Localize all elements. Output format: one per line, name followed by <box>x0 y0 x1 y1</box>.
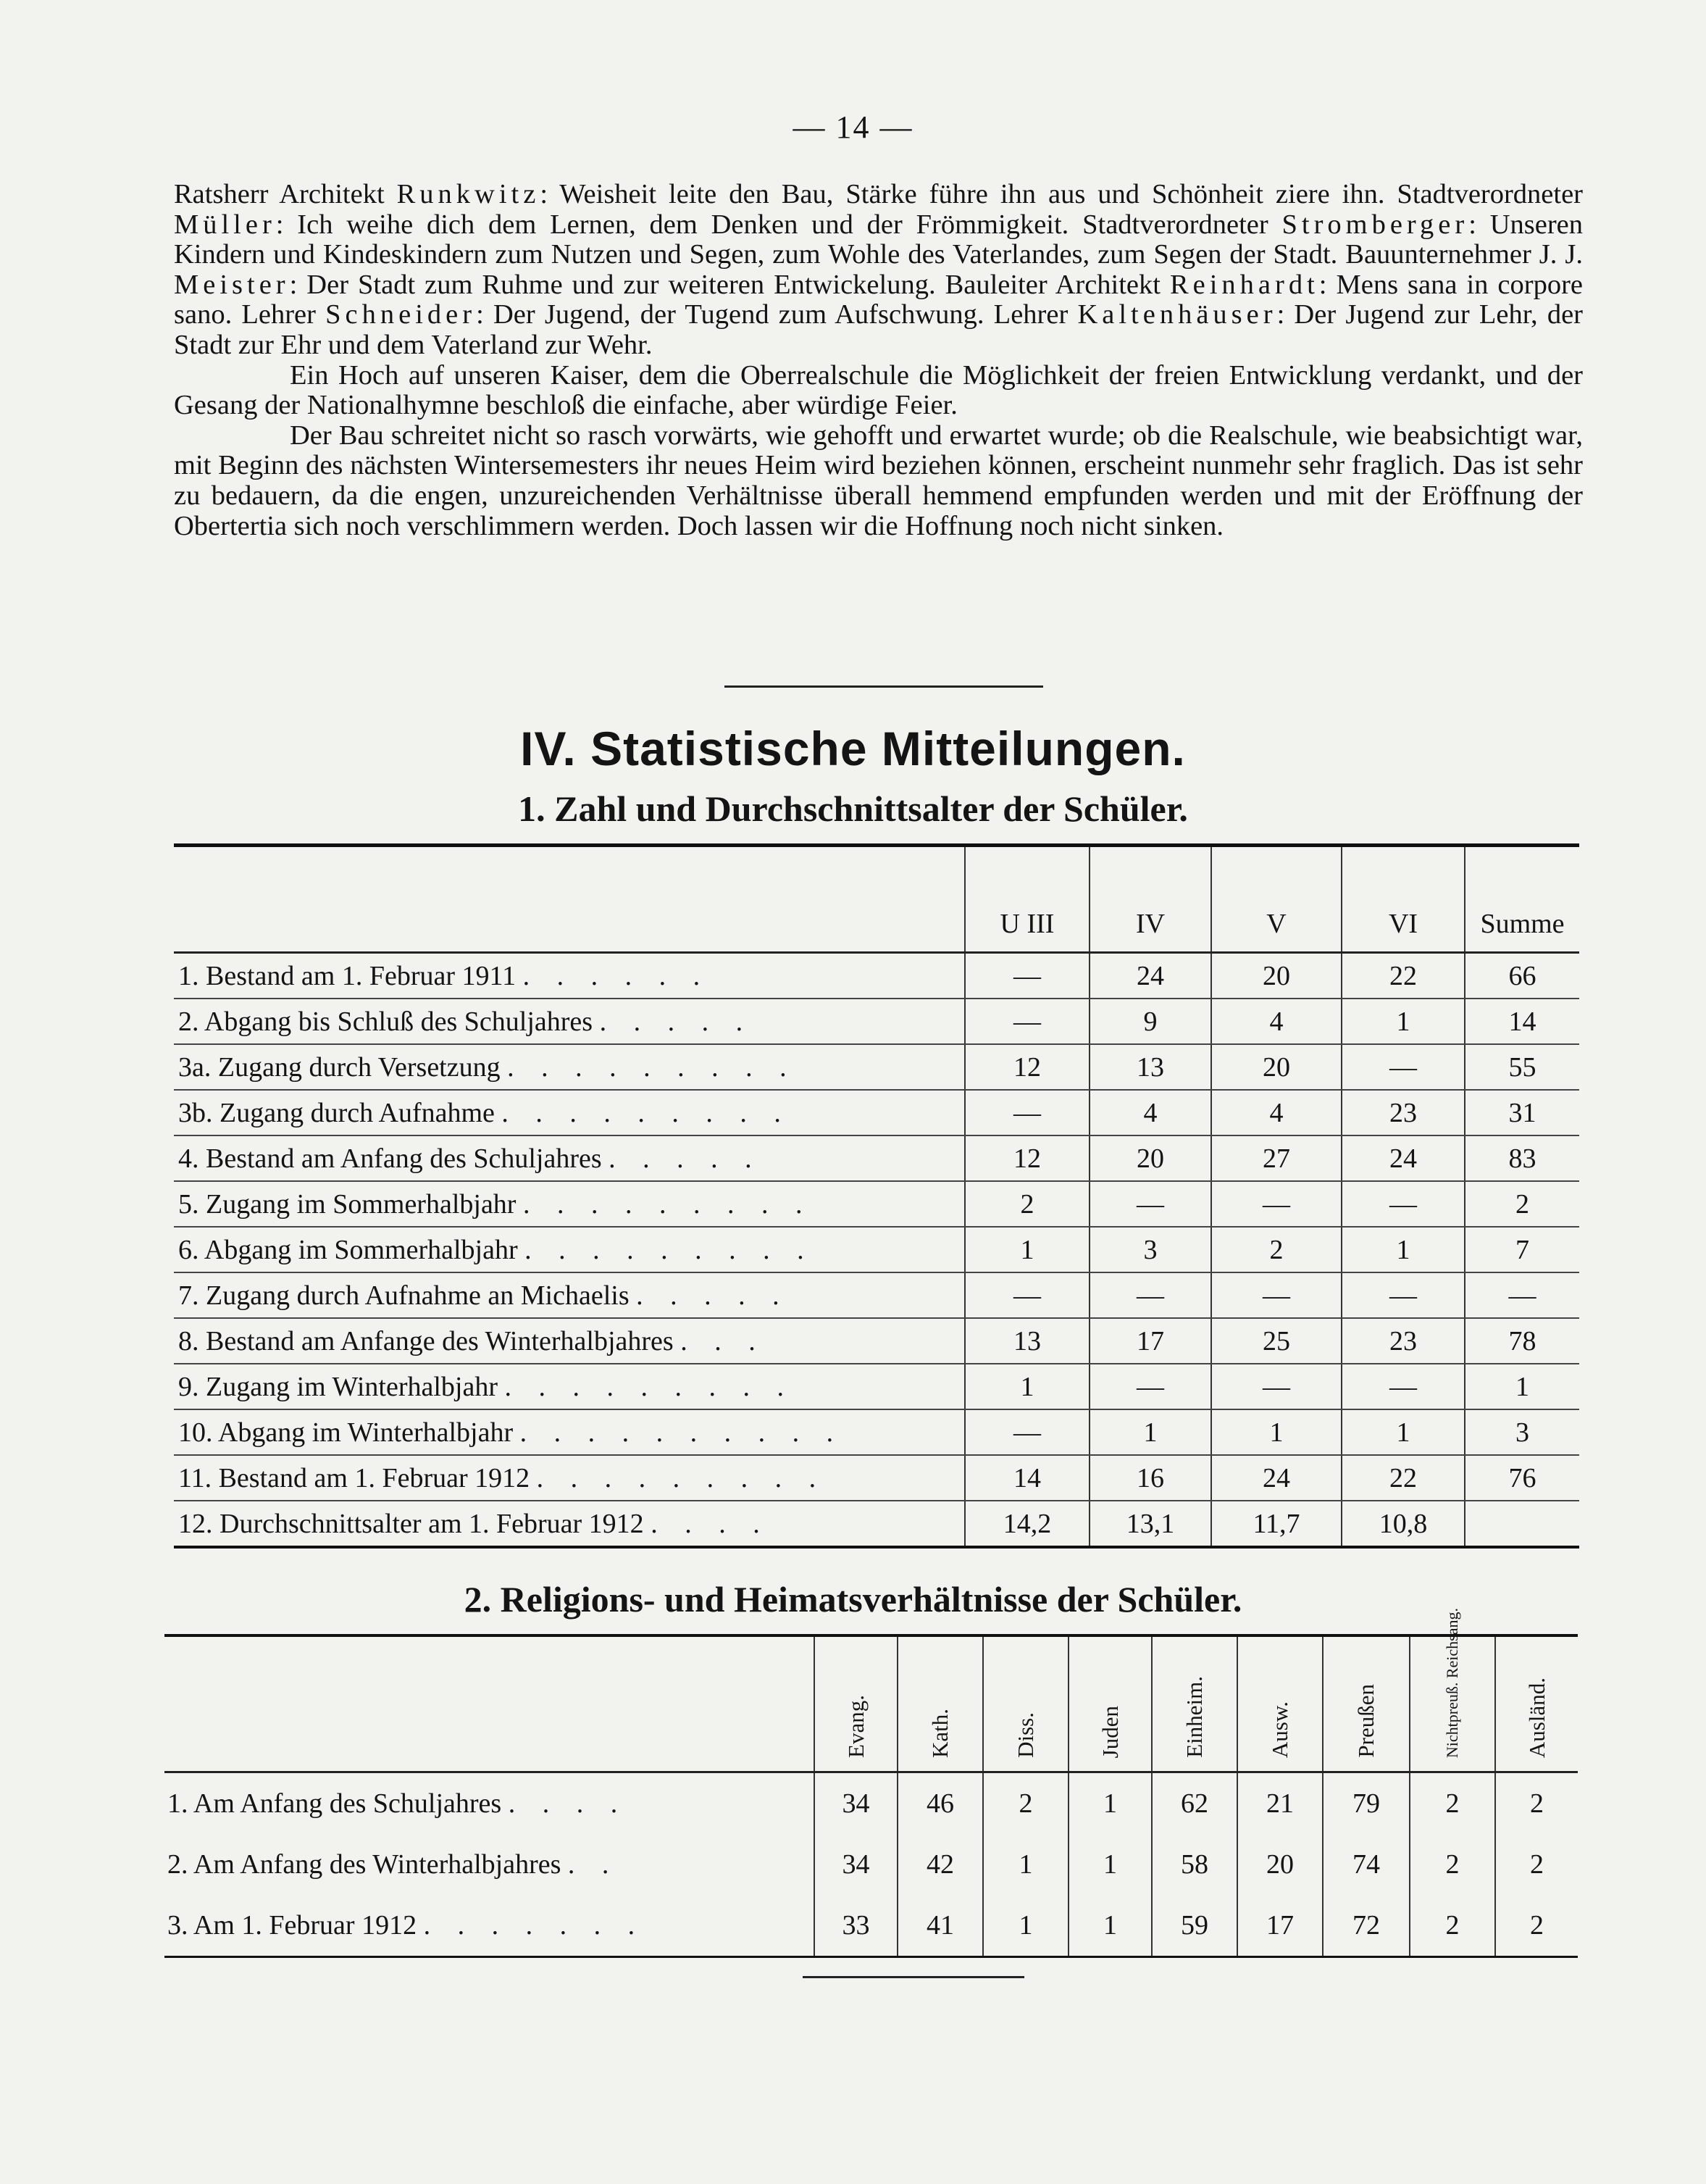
header-auslaend: Ausländ. <box>1495 1635 1578 1772</box>
row-label-text: 2. Abgang bis Schluß des Schuljahres <box>178 1006 593 1037</box>
table-row <box>174 1090 1579 1135</box>
header-label-blank <box>174 846 965 953</box>
table-row <box>174 1044 1579 1090</box>
header-preussen: Preußen <box>1323 1635 1410 1772</box>
cell-value: 20 <box>1090 1135 1211 1181</box>
cell-value: 4 <box>1090 1090 1211 1135</box>
religion-origin-table <box>164 1607 1578 1958</box>
row-label-text: 1. Bestand am 1. Februar 1911 <box>178 960 517 991</box>
row-label <box>174 1409 965 1455</box>
table-row <box>174 1272 1579 1318</box>
cell-value: 24 <box>1211 1455 1342 1501</box>
row-label-text: 5. Zugang im Sommerhalbjahr <box>178 1188 517 1220</box>
cell-value: 1 <box>1465 1364 1579 1409</box>
table2-title: 2. Religions- und Heimatsverhältnisse der Schüler. <box>464 1579 1242 1620</box>
paragraph-1: Ratsherr Architekt Runkwitz: Weisheit leite den Bau, Stärke führe ihn aus und Schönheit ziere ihn. Stadtverordneter Müller: Ich weihe dich dem Lernen, dem Denken und der Frömmigkeit. Stadtverordneter Stromberger: Unseren Kindern und Kindeskindern zum Nutzen und Segen, zum Wohle des Vaterlandes, zum Segen der Stadt. Bauunternehmer J. J. Meister: Der Stadt zum Ruhme und zur weiteren Entwickelung. Bauleiter Architekt Reinhardt: Mens sana in corpore sano. Lehrer Schneider: Der Jugend, der Tugend zum Aufschwung. Lehrer Kaltenhäuser: Der Jugend zur Lehr, der Stadt zur Ehr und dem Vaterland zur Wehr. <box>174 179 1584 360</box>
cell-value: 2 <box>1410 1834 1495 1895</box>
section-divider <box>724 685 1043 688</box>
cell-value: 23 <box>1342 1318 1465 1364</box>
header-ausw: Ausw. <box>1237 1635 1323 1772</box>
row-label <box>164 1834 814 1895</box>
leader-dots: . . . . . . . . . <box>536 1462 827 1493</box>
leader-dots: . . . . . . . . . <box>524 1234 814 1265</box>
header-label-blank <box>164 1635 814 1772</box>
table-row <box>174 999 1579 1044</box>
cell-value: — <box>965 953 1090 999</box>
table-row <box>164 1895 1578 1957</box>
cell-value: 2 <box>1465 1181 1579 1227</box>
cell-value: 1 <box>1090 1409 1211 1455</box>
cell-value: 58 <box>1152 1834 1237 1895</box>
cell-value: 2 <box>983 1772 1069 1835</box>
leader-dots: . . . . . . . <box>423 1910 645 1941</box>
table-row <box>174 1135 1579 1181</box>
cell-value: 1 <box>1342 1227 1465 1272</box>
cell-value: 1 <box>983 1895 1069 1957</box>
cell-value: 22 <box>1342 953 1465 999</box>
table-row <box>174 1501 1579 1547</box>
cell-value: 24 <box>1090 953 1211 999</box>
cell-value: 2 <box>1495 1834 1578 1895</box>
cell-value: — <box>1090 1181 1211 1227</box>
cell-value: 1 <box>1069 1895 1152 1957</box>
cell-value: — <box>1342 1044 1465 1090</box>
cell-value: 74 <box>1323 1834 1410 1895</box>
cell-value: — <box>1211 1364 1342 1409</box>
cell-value: 2 <box>1495 1772 1578 1835</box>
header-summe: Summe <box>1465 846 1579 953</box>
cell-value: 7 <box>1465 1227 1579 1272</box>
cell-value: 13 <box>965 1318 1090 1364</box>
cell-value: 17 <box>1090 1318 1211 1364</box>
cell-value: 2 <box>965 1181 1090 1227</box>
cell-value: 1 <box>1342 999 1465 1044</box>
cell-value: 59 <box>1152 1895 1237 1957</box>
cell-value: 1 <box>1069 1834 1152 1895</box>
row-label <box>174 1135 965 1181</box>
cell-value: 27 <box>1211 1135 1342 1181</box>
cell-value: 55 <box>1465 1044 1579 1090</box>
leader-dots: . . . . . . . . . <box>507 1051 797 1083</box>
table-row <box>174 1318 1579 1364</box>
row-label <box>174 1364 965 1409</box>
cell-value: 11,7 <box>1211 1501 1342 1547</box>
row-label <box>174 1044 965 1090</box>
cell-value: 14 <box>1465 999 1579 1044</box>
cell-value: 14 <box>965 1455 1090 1501</box>
header-diss: Diss. <box>983 1635 1069 1772</box>
row-label-text: 6. Abgang im Sommerhalbjahr <box>178 1234 518 1265</box>
cell-value: 3 <box>1465 1409 1579 1455</box>
header-vi: VI <box>1342 846 1465 953</box>
leader-dots: . . <box>567 1849 619 1880</box>
row-label-text: 2. Am Anfang des Winterhalbjahres <box>167 1849 561 1880</box>
cell-value: 79 <box>1323 1772 1410 1835</box>
cell-value: 41 <box>898 1895 983 1957</box>
cell-value: 4 <box>1211 1090 1342 1135</box>
row-label <box>174 1455 965 1501</box>
cell-value: 42 <box>898 1834 983 1895</box>
cell-value: 1 <box>965 1364 1090 1409</box>
header-nichtpreuss: Nichtpreuß. Reichsang. <box>1410 1635 1495 1772</box>
cell-value: 2 <box>1410 1895 1495 1957</box>
cell-value: 24 <box>1342 1135 1465 1181</box>
cell-value <box>1465 1501 1579 1547</box>
cell-value: 2 <box>1495 1895 1578 1957</box>
cell-value: 9 <box>1090 999 1211 1044</box>
paragraph-3: Der Bau schreitet nicht so rasch vorwärts, wie gehofft und erwartet wurde; ob die Realschule, wie beabsichtigt war, mit Beginn des nächsten Wintersemesters ihr neues Heim wird beziehen können, erscheint nunmehr sehr fraglich. Das ist sehr zu bedauern, da die engen, unzureichenden Verhältnisse überall hemmend empfunden werden und mit der Eröffnung der Obertertia sich noch verschlimmern werden. Doch lassen wir die Hoffnung noch nicht sinken. <box>174 420 1583 541</box>
row-label-text: 3. Am 1. Februar 1912 <box>167 1910 417 1941</box>
cell-value: 78 <box>1465 1318 1579 1364</box>
cell-value: 46 <box>898 1772 983 1835</box>
cell-value: — <box>1465 1272 1579 1318</box>
page-number: — 14 — <box>793 109 913 145</box>
table-row <box>174 1227 1579 1272</box>
row-label <box>174 999 965 1044</box>
header-evang: Evang. <box>814 1635 898 1772</box>
header-kath: Kath. <box>898 1635 983 1772</box>
cell-value: — <box>1342 1181 1465 1227</box>
leader-dots: . . . . . <box>599 1006 753 1037</box>
row-label <box>174 1318 965 1364</box>
cell-value: — <box>1342 1364 1465 1409</box>
cell-value: — <box>1090 1272 1211 1318</box>
cell-value: 14,2 <box>965 1501 1090 1547</box>
row-label-text: 1. Am Anfang des Schuljahres <box>167 1788 502 1819</box>
row-label <box>174 1272 965 1318</box>
row-label <box>174 1501 965 1547</box>
cell-value: — <box>1211 1181 1342 1227</box>
cell-value: 1 <box>983 1834 1069 1895</box>
end-divider <box>803 1976 1024 1978</box>
table-row <box>174 953 1579 999</box>
cell-value: 25 <box>1211 1318 1342 1364</box>
table-row <box>164 1834 1578 1895</box>
cell-value: 34 <box>814 1834 898 1895</box>
cell-value: 31 <box>1465 1090 1579 1135</box>
table-header-row <box>164 1635 1578 1772</box>
cell-value: — <box>1211 1272 1342 1318</box>
cell-value: — <box>965 1409 1090 1455</box>
cell-value: — <box>965 1272 1090 1318</box>
row-label-text: 9. Zugang im Winterhalbjahr <box>178 1371 498 1402</box>
row-label-text: 3b. Zugang durch Aufnahme <box>178 1097 495 1128</box>
row-label-text: 3a. Zugang durch Versetzung <box>178 1051 501 1083</box>
row-label <box>164 1772 814 1835</box>
cell-value: 20 <box>1211 953 1342 999</box>
cell-value: 12 <box>965 1044 1090 1090</box>
header-v: V <box>1211 846 1342 953</box>
row-label-text: 11. Bestand am 1. Februar 1912 <box>178 1462 530 1493</box>
cell-value: 2 <box>1211 1227 1342 1272</box>
table-header-row <box>174 846 1579 953</box>
leader-dots: . . . . <box>651 1508 770 1539</box>
cell-value: 76 <box>1465 1455 1579 1501</box>
leader-dots: . . . . . . . . . <box>501 1097 791 1128</box>
prose-text <box>174 180 1583 541</box>
leader-dots: . . . . . <box>636 1280 790 1311</box>
header-juden: Juden <box>1069 1635 1152 1772</box>
leader-dots: . . . . <box>508 1788 628 1819</box>
leader-dots: . . . . . . . . . . <box>519 1417 844 1448</box>
cell-value: 10,8 <box>1342 1501 1465 1547</box>
leader-dots: . . . . . <box>609 1143 762 1174</box>
table1-title: 1. Zahl und Durchschnittsalter der Schüler. <box>518 788 1188 829</box>
cell-value: 1 <box>965 1227 1090 1272</box>
cell-value: 2 <box>1410 1772 1495 1835</box>
table-row <box>174 1455 1579 1501</box>
section-title: IV. Statistische Mitteilungen. <box>520 722 1186 775</box>
cell-value: 20 <box>1211 1044 1342 1090</box>
cell-value: 12 <box>965 1135 1090 1181</box>
cell-value: 4 <box>1211 999 1342 1044</box>
row-label <box>174 1090 965 1135</box>
cell-value: 1 <box>1342 1409 1465 1455</box>
cell-value: 34 <box>814 1772 898 1835</box>
cell-value: — <box>965 1090 1090 1135</box>
table-row <box>164 1772 1578 1835</box>
leader-dots: . . . . . . . . . <box>522 1188 813 1220</box>
row-label <box>174 1181 965 1227</box>
row-label <box>174 1227 965 1272</box>
cell-value: — <box>1342 1272 1465 1318</box>
row-label <box>164 1895 814 1957</box>
table-row <box>174 1181 1579 1227</box>
header-einheim: Einheim. <box>1152 1635 1237 1772</box>
cell-value: 3 <box>1090 1227 1211 1272</box>
cell-value: 72 <box>1323 1895 1410 1957</box>
cell-value: 1 <box>1211 1409 1342 1455</box>
cell-value: 23 <box>1342 1090 1465 1135</box>
row-label-text: 7. Zugang durch Aufnahme an Michaelis <box>178 1280 630 1311</box>
cell-value: 13,1 <box>1090 1501 1211 1547</box>
cell-value: 17 <box>1237 1895 1323 1957</box>
cell-value: 83 <box>1465 1135 1579 1181</box>
header-iv: IV <box>1090 846 1211 953</box>
cell-value: 20 <box>1237 1834 1323 1895</box>
cell-value: 22 <box>1342 1455 1465 1501</box>
leader-dots: . . . . . . . . . <box>504 1371 794 1402</box>
cell-value: — <box>965 999 1090 1044</box>
cell-value: 62 <box>1152 1772 1237 1835</box>
row-label-text: 4. Bestand am Anfang des Schuljahres <box>178 1143 602 1174</box>
cell-value: — <box>1090 1364 1211 1409</box>
cell-value: 66 <box>1465 953 1579 999</box>
row-label <box>174 953 965 999</box>
students-count-table <box>174 843 1579 1549</box>
row-label-text: 12. Durchschnittsalter am 1. Februar 1912 <box>178 1508 644 1539</box>
cell-value: 13 <box>1090 1044 1211 1090</box>
header-u3: U III <box>965 846 1090 953</box>
table-row <box>174 1409 1579 1455</box>
table-row <box>174 1364 1579 1409</box>
row-label-text: 10. Abgang im Winterhalbjahr <box>178 1417 514 1448</box>
cell-value: 16 <box>1090 1455 1211 1501</box>
leader-dots: . . . <box>680 1325 766 1356</box>
cell-value: 33 <box>814 1895 898 1957</box>
paragraph-2: Ein Hoch auf unseren Kaiser, dem die Oberrealschule die Möglichkeit der freien Entwicklung verdankt, und der Gesang der Nationalhymne beschloß die einfache, aber würdige Feier. <box>174 359 1583 421</box>
leader-dots: . . . . . . <box>522 960 711 991</box>
row-label-text: 8. Bestand am Anfange des Winterhalbjahres <box>178 1325 674 1356</box>
cell-value: 21 <box>1237 1772 1323 1835</box>
cell-value: 1 <box>1069 1772 1152 1835</box>
